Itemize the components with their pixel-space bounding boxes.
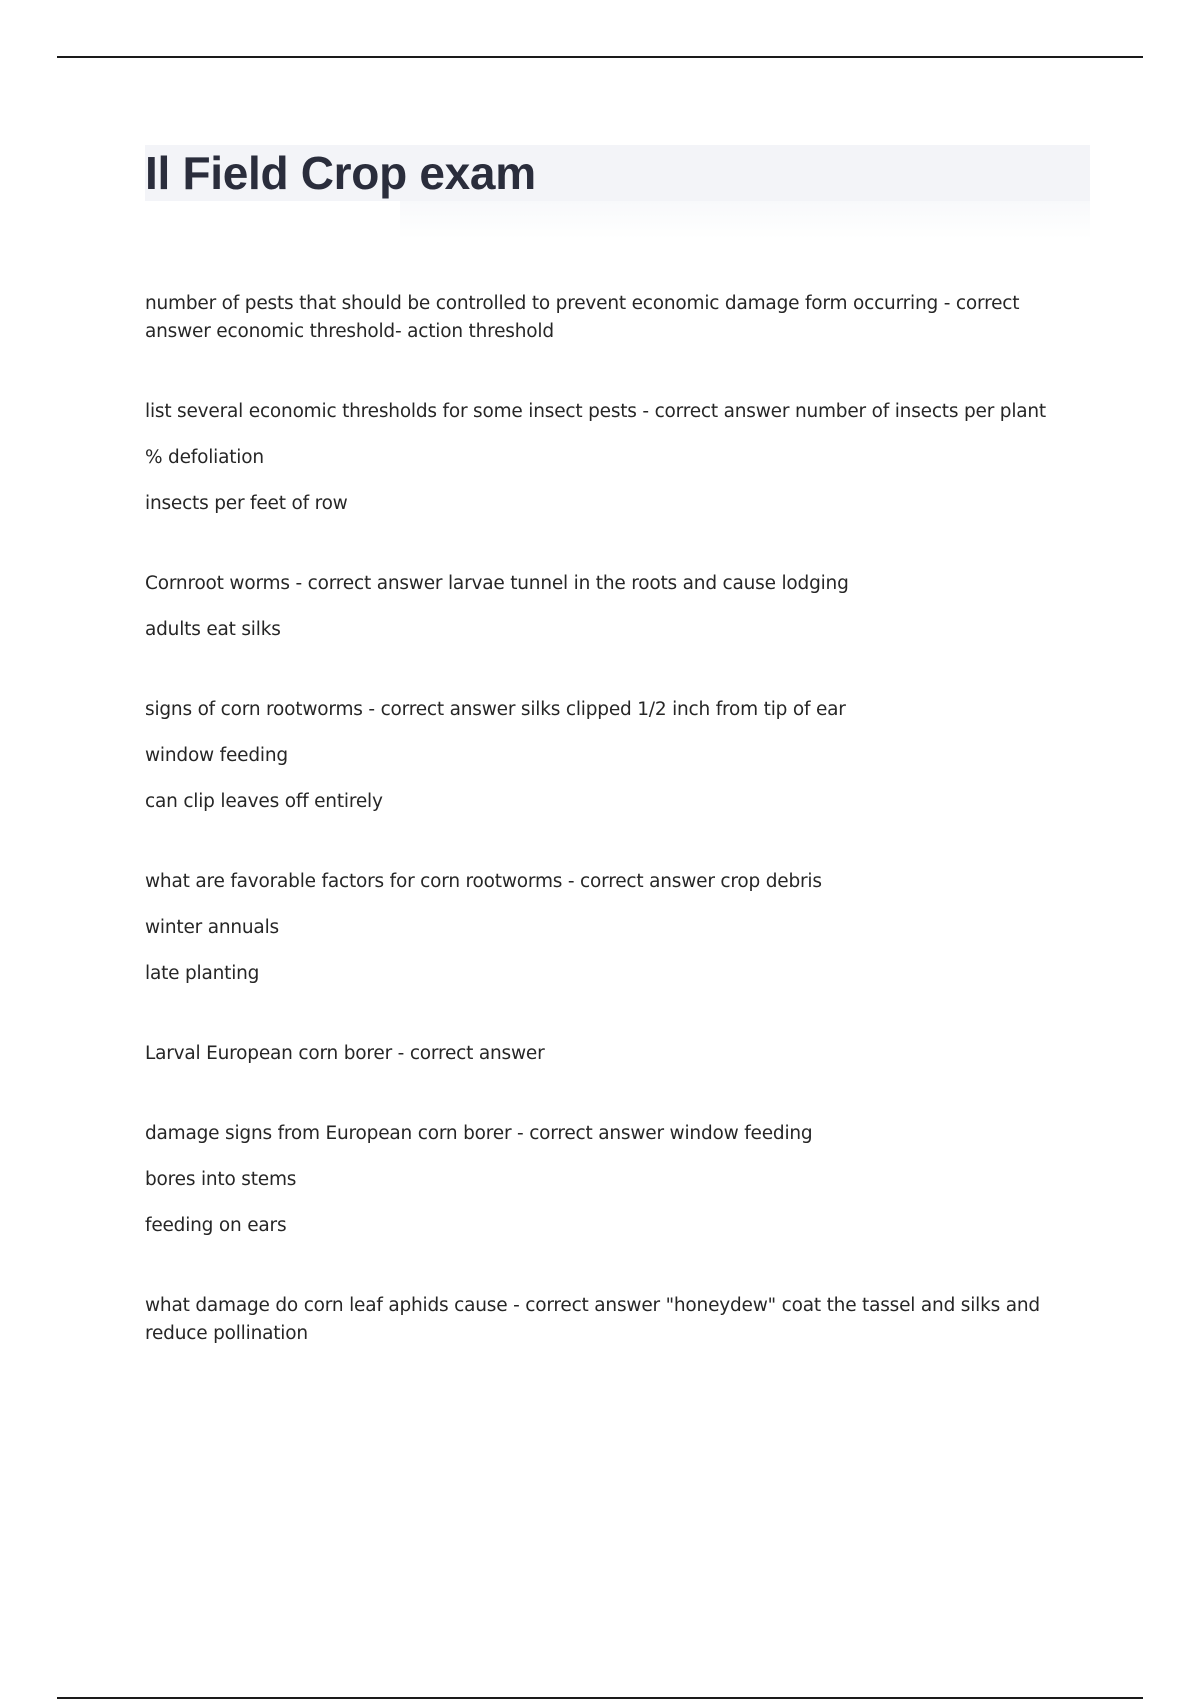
qa-answer-line: insects per feet of row: [145, 493, 348, 514]
qa-entry: [145, 868, 1090, 988]
top-rule: [57, 56, 1143, 58]
qa-question-answer: signs of corn rootworms - correct answer silks clipped 1/2 inch from tip of ear: [145, 699, 846, 720]
qa-question-answer: list several economic thresholds for some insect pests - correct answer number of insects per plant: [145, 401, 1046, 422]
qa-answer-line: % defoliation: [145, 447, 264, 468]
qa-question-answer: number of pests that should be controlled to prevent economic damage form occurring - correct answer economic threshold- action threshold: [145, 293, 1020, 342]
qa-question-answer: what are favorable factors for corn rootworms - correct answer crop debris: [145, 871, 822, 892]
qa-answer-line: can clip leaves off entirely: [145, 791, 383, 812]
qa-question-answer: damage signs from European corn borer - correct answer window feeding: [145, 1123, 813, 1144]
qa-entry: [145, 1120, 1090, 1240]
qa-entry: [145, 290, 1090, 346]
qa-answer-line: feeding on ears: [145, 1215, 287, 1236]
qa-answer-line: adults eat silks: [145, 619, 281, 640]
qa-answer-line: window feeding: [145, 745, 288, 766]
qa-entry: [145, 1292, 1090, 1348]
qa-answer-line: bores into stems: [145, 1169, 297, 1190]
bottom-rule: [57, 1697, 1143, 1699]
qa-answer-line: late planting: [145, 963, 260, 984]
qa-entry: [145, 696, 1090, 816]
document-title: Il Field Crop exam: [145, 147, 536, 199]
qa-answer-line: winter annuals: [145, 917, 279, 938]
qa-entry: [145, 398, 1090, 518]
qa-question-answer: Cornroot worms - correct answer larvae tunnel in the roots and cause lodging: [145, 573, 849, 594]
qa-entry: [145, 570, 1090, 644]
qa-entry: [145, 1040, 1090, 1068]
qa-question-answer: what damage do corn leaf aphids cause - correct answer "honeydew" coat the tassel and silks and reduce pollination: [145, 1295, 1040, 1344]
title-background-fade: [400, 201, 1090, 239]
qa-list: [145, 290, 1090, 1400]
qa-question-answer: Larval European corn borer - correct answer: [145, 1043, 545, 1064]
